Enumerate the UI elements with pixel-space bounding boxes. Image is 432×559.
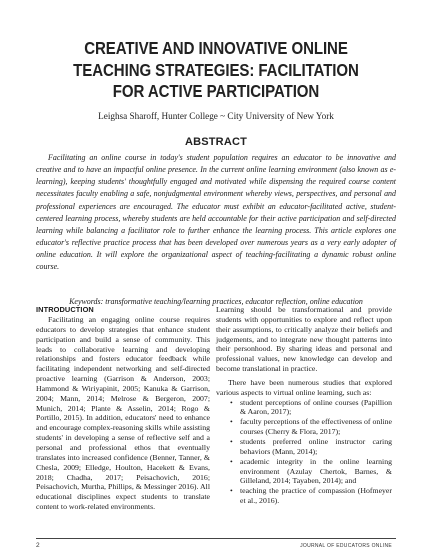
list-item [230,417,392,437]
footer-divider [36,538,396,539]
keywords-line: Keywords: transformative teaching/learning practices, educator reflection, online education [69,297,363,306]
bullet-icon: • [230,486,233,496]
list-item [230,437,392,457]
right-paragraph-1: Learning should be transformational and provide students with opportunities to explore and reflect upon their assumptions, to critically analyze their beliefs and judgements, and to integrate new thought patterns into their personhood. By sharing ideas and personal and professional values, new knowledge can develop and become translational in practice. [216,305,392,374]
abstract-heading: ABSTRACT [184,136,248,148]
list-item [230,457,392,487]
list-item-text: faculty perceptions of the effectiveness of online courses (Cherry & Flora, 2017); [240,417,392,437]
list-item [230,398,392,418]
title-line-3: FOR ACTIVE PARTICIPATION [112,81,320,101]
bullet-icon: • [230,397,233,407]
list-item-text: students preferred online instructor caring behaviors (Mann, 2014); [240,436,392,456]
title-line-1: CREATIVE AND INNOVATIVE ONLINE [84,38,348,58]
page-number: 2 [36,542,40,549]
list-item-text: student perceptions of online courses (Papillion & Aaron, 2017); [240,397,392,417]
list-item [230,486,392,506]
studies-bullet-list [216,398,392,506]
left-column [36,305,210,512]
author-affiliation: Leighsa Sharoff, Hunter College ~ City University of New York [98,111,334,121]
introduction-heading: INTRODUCTION [36,305,94,314]
right-paragraph-2: There have been numerous studies that explored various aspects to virtual online learning, such as: [216,377,392,397]
list-item-text: teaching the practice of compassion (Hofmeyer et al., 2016). [240,486,392,506]
journal-name: JOURNAL OF EDUCATORS ONLINE [300,543,392,549]
introduction-paragraph: Facilitating an engaging online course requires educators to develop strategies that enhance student participation and build a sense of community. This leads to collaborative learning and developing relationships and fosters educator feedback while facilitating independent networking and self-directed proactive learning (Garrison & Anderson, 2003; Hammond & Wiriyapinit, 2005; Kanuka & Garrison, 2004; Mann, 2014; Melrose & Bergeron, 2007; Munich, 2014; Plante & Asselin, 2014; Rogo & Portillo, 2015). In addition, educators' need to enhance and encourage complex-reasoning skills while assisting students' in developing a sense of reflective self and a personal and professional ethos that eventually translates into increased confidence (Benner, Tanner, & Chesla, 2009; Elledge, Houlton, Hacekett & Evans, 2018; Chadha, 2017; Peisachovich, 2016; Peisachovich, Murtha, Phillips, & Messinger 2016). All educational disciplines expect students to translate content to work-related environments. [36,315,210,512]
bullet-icon: • [230,456,233,466]
abstract-text: Facilitating an online course in today's student population requires an educator to be innovative and creative and to have an impactful online presence. In the current online learning environment (also known as e-learning), keeping students' thoughtfully engaged and motivated while dispensing the required course content necessitates faculty enabling a safe, nonjudgmental environment whereby views, perspectives, and personal and professional experiences are encouraged. The educator must exhibit an educator-facilitated active, student-centered learning process, whereby students are held accountable for their active participation and self-directed learning while balancing a facilitator role to further enhance the learning process. This article explores one educator's reflective practice process that has been developed over numerous years as a very early adopter of online education. It will explore the organizational aspect of teaching-facilitating a dynamic robust online course. [36,153,396,272]
bullet-icon: • [230,417,233,427]
right-column [216,305,392,506]
bullet-icon: • [230,436,233,446]
list-item-text: academic integrity in the online learning environment (Azulay Chertok, Barnes, & Gilleland, 2014; Tayaben, 2014); and [240,456,392,486]
title-line-2: TEACHING STRATEGIES: FACILITATION [73,59,359,80]
article-title [30,38,402,103]
